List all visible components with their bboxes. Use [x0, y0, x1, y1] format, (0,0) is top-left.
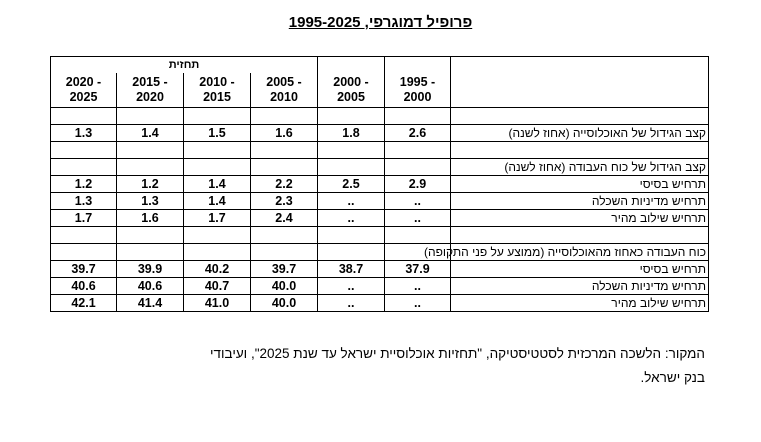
cell-value: 40.7	[184, 278, 251, 295]
spacer-row	[51, 227, 709, 244]
demographic-table	[50, 56, 709, 312]
cell-value: 1.4	[117, 125, 184, 142]
column-header: 2010 - 2015	[184, 73, 251, 108]
cell-value: 2.5	[318, 176, 385, 193]
row-label: תרחיש בסיסי	[451, 176, 709, 193]
spacer-row	[51, 142, 709, 159]
cell-value: 37.9	[385, 261, 451, 278]
table-row	[51, 176, 709, 193]
cell-value: 38.7	[318, 261, 385, 278]
cell-value: 1.6	[117, 210, 184, 227]
forecast-row	[51, 57, 709, 74]
cell-value: ..	[385, 295, 451, 312]
column-header: 2000 - 2005	[318, 73, 385, 108]
cell-value: 1.3	[51, 193, 117, 210]
column-header: 2015 - 2020	[117, 73, 184, 108]
cell-value: 1.5	[184, 125, 251, 142]
cell-value: 1.2	[51, 176, 117, 193]
row-label: תרחיש שילוב מהיר	[451, 295, 709, 312]
cell-value: 1.7	[51, 210, 117, 227]
cell-value: 2.6	[385, 125, 451, 142]
source-note	[60, 342, 705, 390]
row-label: תרחיש בסיסי	[451, 261, 709, 278]
cell-value: 40.2	[184, 261, 251, 278]
table-row	[51, 210, 709, 227]
table-row	[51, 125, 709, 142]
table-row	[51, 261, 709, 278]
table-row	[51, 278, 709, 295]
forecast-label: תחזית	[51, 57, 318, 74]
section-header-row	[51, 244, 709, 261]
table-row	[51, 295, 709, 312]
cell-value: ..	[385, 278, 451, 295]
cell-value: 2.4	[251, 210, 318, 227]
cell-value: 41.4	[117, 295, 184, 312]
cell-value: 42.1	[51, 295, 117, 312]
cell-value: ..	[318, 193, 385, 210]
section-header	[423, 244, 709, 261]
column-header: 2020 - 2025	[51, 73, 117, 108]
cell-value: 40.6	[117, 278, 184, 295]
cell-value: 1.6	[251, 125, 318, 142]
row-label: תרחיש מדיניות השכלה	[451, 193, 709, 210]
cell-value: 1.4	[184, 193, 251, 210]
cell-value: 1.3	[117, 193, 184, 210]
column-header: 2005 - 2010	[251, 73, 318, 108]
cell-value: 1.4	[184, 176, 251, 193]
cell-value: 40.0	[251, 278, 318, 295]
cell-value: 39.7	[251, 261, 318, 278]
cell-value: 39.9	[117, 261, 184, 278]
cell-value: 2.9	[385, 176, 451, 193]
cell-value: 2.3	[251, 193, 318, 210]
cell-value: 1.3	[51, 125, 117, 142]
section-header: קצב הגידול של כוח העבודה (אחוז לשנה)	[451, 159, 709, 176]
section-header-row	[51, 159, 709, 176]
cell-value: ..	[385, 193, 451, 210]
row-label: תרחיש מדיניות השכלה	[451, 278, 709, 295]
page-title: פרופיל דמוגרפי, 1995-2025	[288, 14, 473, 31]
column-header: 1995 - 2000	[385, 73, 451, 108]
cell-value: ..	[318, 210, 385, 227]
cell-value: 1.8	[318, 125, 385, 142]
cell-value: 2.2	[251, 176, 318, 193]
cell-value: ..	[318, 278, 385, 295]
cell-value: 41.0	[184, 295, 251, 312]
cell-value: 39.7	[51, 261, 117, 278]
cell-value: ..	[385, 210, 451, 227]
source-line: המקור: הלשכה המרכזית לסטטיסטיקה, "תחזיות אוכלוסיית ישראל עד שנת 2025", ועיבודי	[210, 346, 705, 361]
spacer-row	[51, 108, 709, 125]
section-header-text: כוח העבודה כאחוז מהאוכלוסייה (ממוצע על פני התקופה)	[423, 244, 706, 259]
cell-value: 1.2	[117, 176, 184, 193]
cell-value: 1.7	[184, 210, 251, 227]
table-row	[51, 193, 709, 210]
row-label: קצב הגידול של האוכלוסייה (אחוז לשנה)	[451, 125, 709, 142]
source-line: בנק ישראל.	[640, 370, 705, 385]
cell-value: 40.0	[251, 295, 318, 312]
cell-value: ..	[318, 295, 385, 312]
row-label: תרחיש שילוב מהיר	[451, 210, 709, 227]
column-header-row	[51, 73, 709, 108]
cell-value: 40.6	[51, 278, 117, 295]
